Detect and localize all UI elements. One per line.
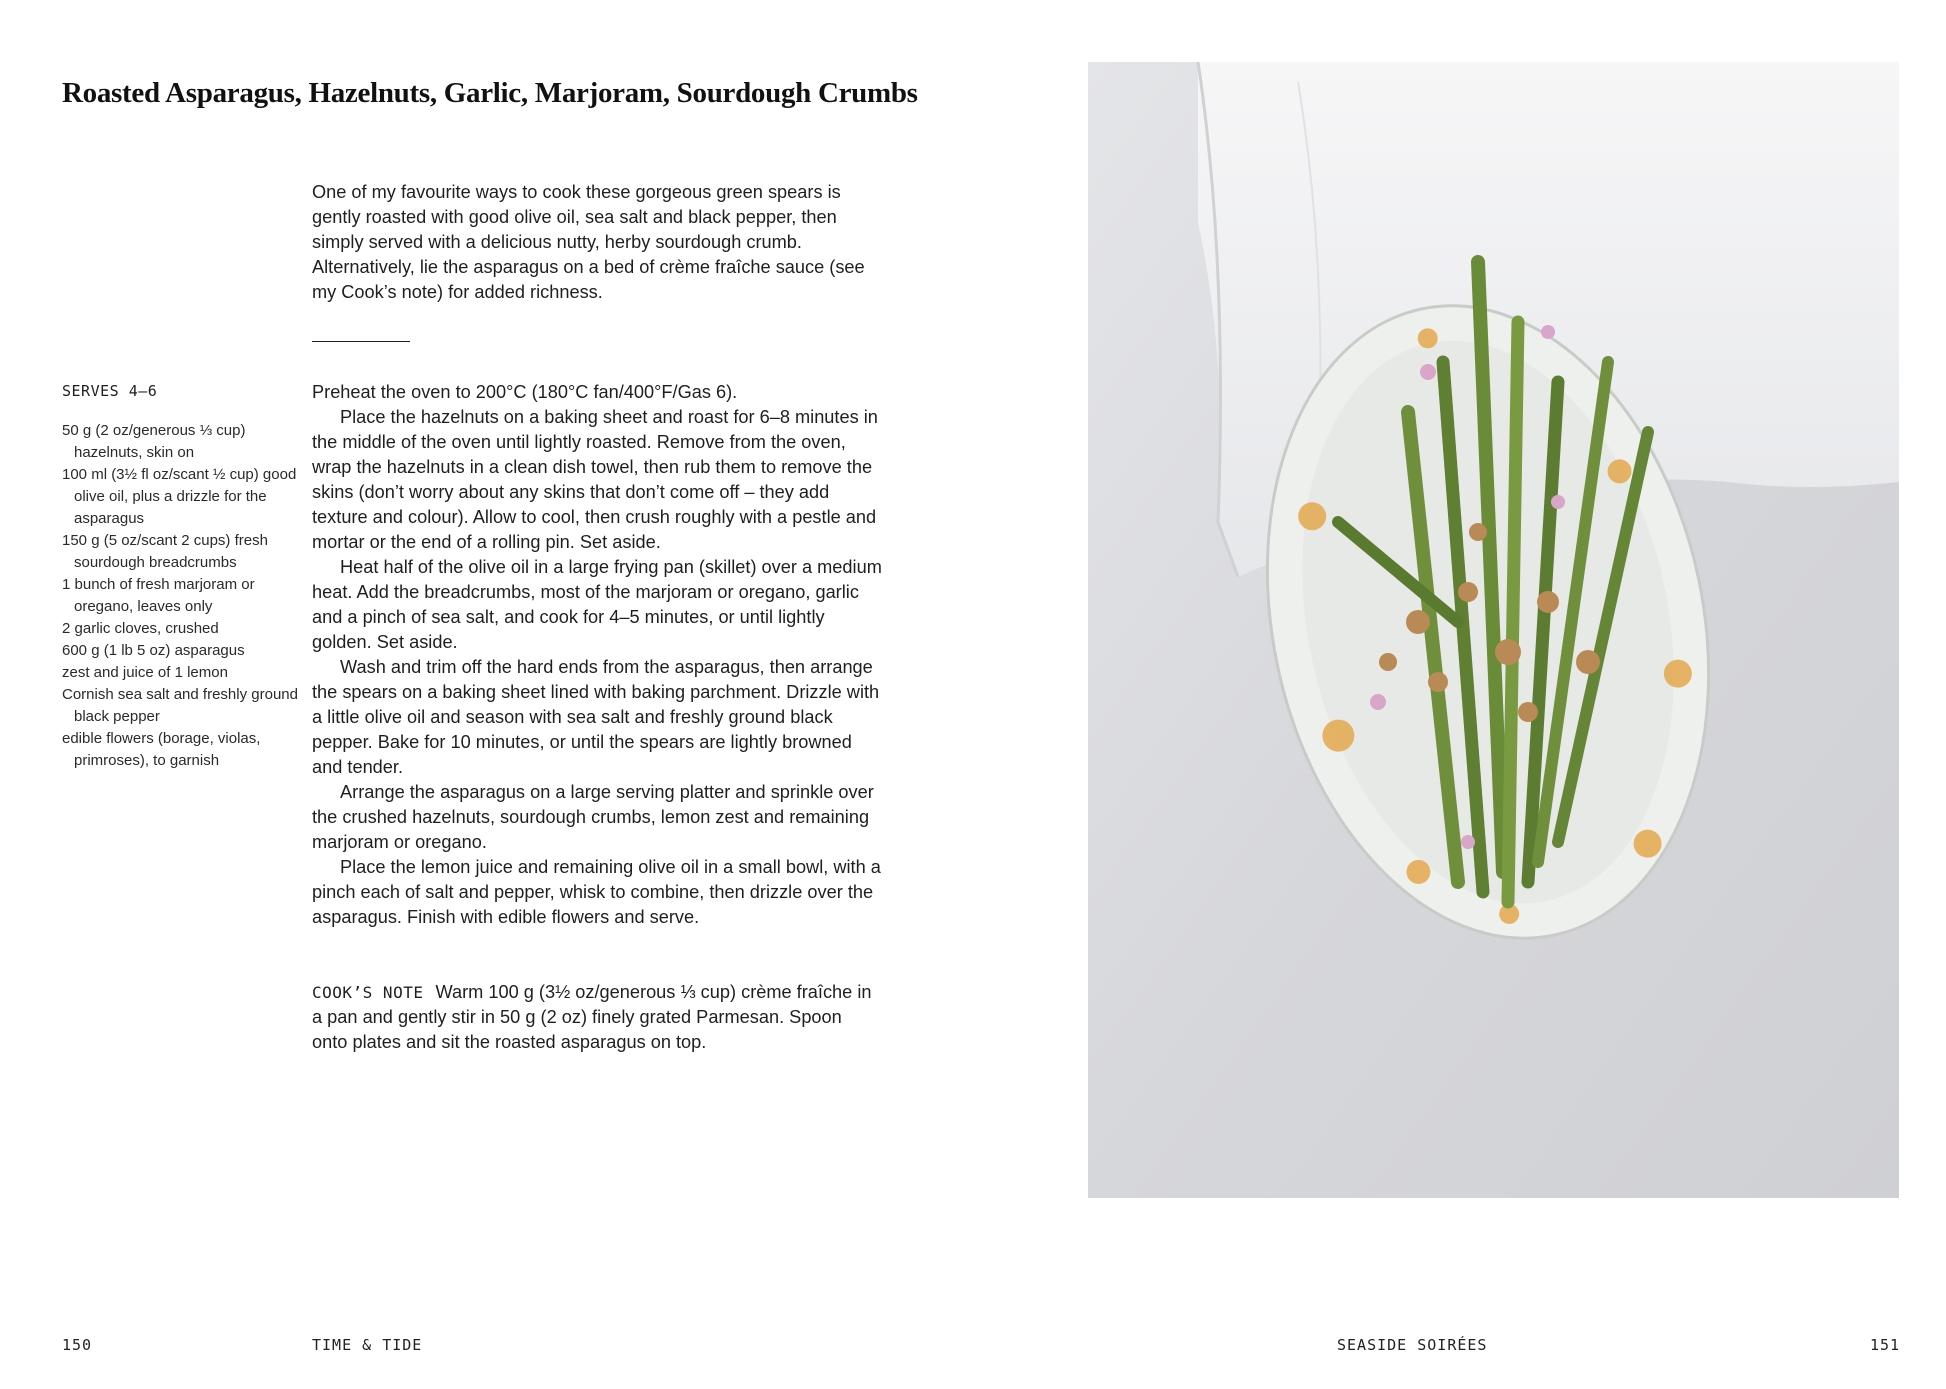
ingredient-item: edible flowers (borage, violas, primroses), to garnish (62, 730, 261, 769)
method-step: Arrange the asparagus on a large serving platter and sprinkle over the crushed hazelnuts, sourdough crumbs, lemon zest and remaining marjoram or oregano. (312, 782, 874, 852)
section-divider (312, 341, 410, 342)
cooks-note-text: Warm 100 g (3½ oz/generous ⅓ cup) crème fraîche in a pan and gently stir in 50 g (2 oz) finely grated Parmesan. Spoon onto plates and sit the roasted asparagus on top. (312, 982, 872, 1052)
ingredient-item: 50 g (2 oz/generous ⅓ cup) hazelnuts, skin on (62, 422, 246, 461)
ingredient-item: Cornish sea salt and freshly ground black pepper (62, 686, 298, 725)
left-page-number: 150 (62, 1336, 93, 1354)
cooks-note (312, 980, 882, 1055)
ingredient-item: 1 bunch of fresh marjoram or oregano, leaves only (62, 576, 255, 615)
ingredient-item: 100 ml (3½ fl oz/scant ½ cup) good olive oil, plus a drizzle for the asparagus (62, 466, 297, 527)
ingredient-item: zest and juice of 1 lemon (62, 664, 228, 681)
method-steps (312, 380, 882, 930)
method-step: Place the lemon juice and remaining olive oil in a small bowl, with a pinch each of salt and pepper, whisk to combine, then drizzle over the asparagus. Finish with edible flowers and serve. (312, 857, 881, 927)
right-page-number: 151 (1870, 1336, 1901, 1354)
serves-label: SERVES 4–6 (62, 382, 158, 400)
right-running-head: SEASIDE SOIRÉES (1337, 1336, 1488, 1354)
asparagus-platter-image (1088, 62, 1899, 1198)
ingredients-list (62, 420, 302, 772)
method-step: Heat half of the olive oil in a large frying pan (skillet) over a medium heat. Add the breadcrumbs, most of the marjoram or oregano, garlic and a pinch of sea salt, and cook for 4–5 minutes, or until lightly golden. Set aside. (312, 557, 882, 652)
cooks-note-label: COOK’S NOTE (312, 983, 424, 1002)
ingredient-item: 600 g (1 lb 5 oz) asparagus (62, 642, 245, 659)
recipe-intro (312, 180, 892, 305)
method-step: Place the hazelnuts on a baking sheet and roast for 6–8 minutes in the middle of the oven until lightly roasted. Remove from the oven, wrap the hazelnuts in a clean dish towel, then rub them to remove the skins (don’t worry about any skins that don’t come off – they add texture and colour). Allow to cool, then crush roughly with a pestle and mortar or the end of a rolling pin. Set aside. (312, 407, 878, 552)
recipe-photo (1088, 62, 1899, 1198)
ingredient-item: 2 garlic cloves, crushed (62, 620, 219, 637)
left-running-head: TIME & TIDE (312, 1336, 423, 1354)
intro-paragraph: One of my favourite ways to cook these gorgeous green spears is gently roasted with good olive oil, sea salt and black pepper, then simply served with a delicious nutty, herby sourdough crumb. Alternatively, lie the asparagus on a bed of crème fraîche sauce (see my Cook’s note) for added richness. (312, 182, 865, 302)
ingredient-item: 150 g (5 oz/scant 2 cups) fresh sourdough breadcrumbs (62, 532, 268, 571)
method-step: Wash and trim off the hard ends from the asparagus, then arrange the spears on a baking sheet lined with baking parchment. Drizzle with a little olive oil and season with sea salt and freshly ground black pepper. Bake for 10 minutes, or until the spears are lightly browned and tender. (312, 657, 880, 777)
recipe-title: Roasted Asparagus, Hazelnuts, Garlic, Marjoram, Sourdough Crumbs (62, 77, 918, 110)
method-step: Preheat the oven to 200°C (180°C fan/400°F/Gas 6). (312, 382, 738, 402)
